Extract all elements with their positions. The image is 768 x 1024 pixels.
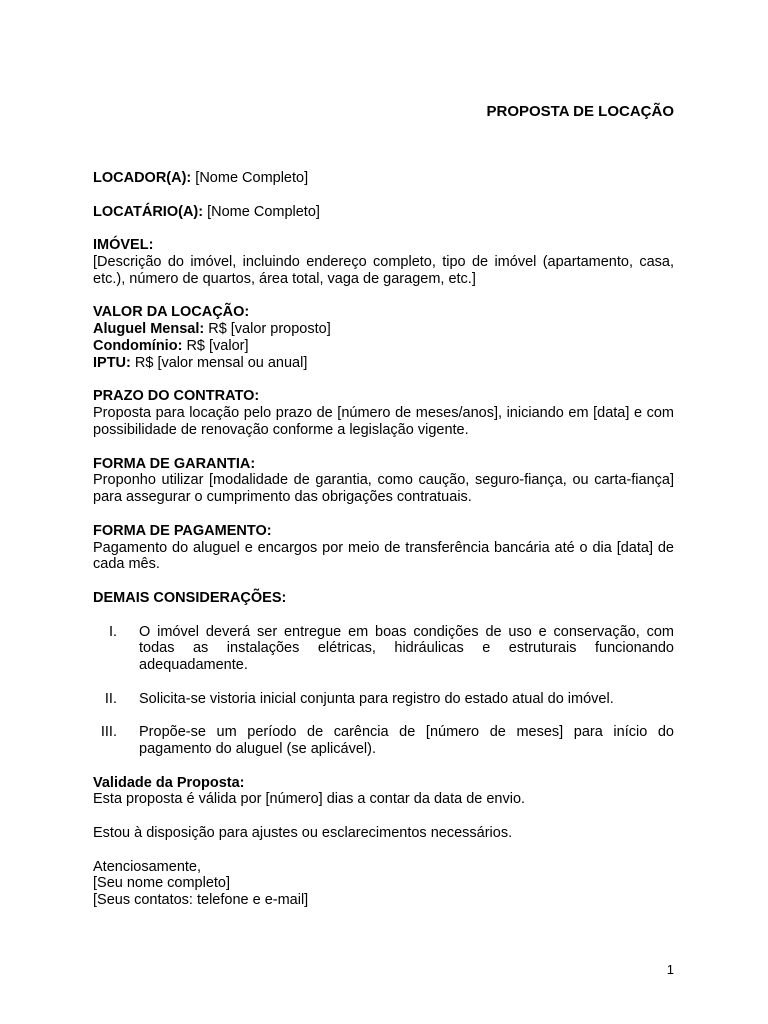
- list-item: [93, 691, 674, 708]
- condominio-label: Condomínio:: [93, 337, 183, 354]
- locador-label: LOCADOR(A):: [93, 170, 192, 186]
- valor-section: [93, 304, 674, 371]
- page-number: 1: [666, 962, 674, 977]
- prazo-heading: PRAZO DO CONTRATO:: [93, 388, 260, 405]
- list-item-numeral: II.: [104, 690, 117, 707]
- list-item: [93, 624, 674, 674]
- prazo-text: Proposta para locação pelo prazo de [número de meses/anos], iniciando em [data] e com possibilidade de renovação conforme a legislação vigente.: [93, 405, 674, 438]
- document-title: PROPOSTA DE LOCAÇÃO: [486, 103, 674, 120]
- locador-value: [Nome Completo]: [195, 170, 309, 186]
- locador-line: [93, 170, 674, 187]
- signature-block: [93, 859, 674, 909]
- list-item-numeral: I.: [108, 623, 117, 640]
- locatario-label: LOCATÁRIO(A):: [93, 203, 204, 220]
- garantia-text: Proponho utilizar [modalidade de garantia, como caução, seguro-fiança, ou carta-fiança] para assegurar o cumprimento das obrigações contratuais.: [93, 472, 674, 506]
- iptu-value: R$ [valor mensal ou anual]: [134, 354, 308, 371]
- document-body: [93, 170, 674, 926]
- pagamento-text: Pagamento do aluguel e encargos por meio de transferência bancária até o dia [data] de cada mês.: [93, 539, 674, 573]
- imovel-section: [93, 237, 674, 287]
- pagamento-heading: FORMA DE PAGAMENTO:: [93, 522, 272, 539]
- garantia-section: [93, 456, 674, 506]
- garantia-heading: FORMA DE GARANTIA:: [93, 455, 256, 472]
- disposicao-text: Estou à disposição para ajustes ou esclarecimentos necessários.: [93, 825, 513, 842]
- aluguel-value: R$ [valor proposto]: [208, 321, 331, 338]
- locatario-line: [93, 204, 674, 221]
- aluguel-label: Aluguel Mensal:: [93, 321, 205, 338]
- list-item-numeral: III.: [100, 724, 117, 741]
- prazo-section: [93, 388, 674, 438]
- signer-name: [Seu nome completo]: [93, 875, 231, 892]
- list-item-text: Solicita-se vistoria inicial conjunta para registro do estado atual do imóvel.: [139, 690, 614, 707]
- consideracoes-section: [93, 590, 674, 607]
- disposicao-paragraph: [93, 825, 674, 842]
- iptu-label: IPTU:: [93, 354, 131, 371]
- signer-contacts: [Seus contatos: telefone e e-mail]: [93, 892, 309, 909]
- valor-heading: VALOR DA LOCAÇÃO:: [93, 304, 250, 321]
- imovel-heading: IMÓVEL:: [93, 237, 154, 254]
- validade-section: [93, 775, 674, 809]
- consideracoes-heading: DEMAIS CONSIDERAÇÕES:: [93, 589, 287, 606]
- list-item: [93, 724, 674, 758]
- consideracoes-list: [93, 624, 674, 758]
- closing-text: Atenciosamente,: [93, 858, 202, 875]
- list-item-text: O imóvel deverá ser entregue em boas condições de uso e conservação, com todas as instalações elétricas, hidráulicas e estruturais funcionando adequadamente.: [139, 623, 674, 674]
- locatario-value: [Nome Completo]: [207, 203, 320, 220]
- imovel-text: [Descrição do imóvel, incluindo endereço completo, tipo de imóvel (apartamento, casa, etc.), número de quartos, área total, vaga de garagem, etc.]: [93, 253, 674, 287]
- pagamento-section: [93, 523, 674, 573]
- condominio-value: R$ [valor]: [186, 337, 249, 354]
- list-item-text: Propõe-se um período de carência de [número de meses] para início do pagamento do aluguel (se aplicável).: [139, 724, 674, 758]
- validade-text: Esta proposta é válida por [número] dias a contar da data de envio.: [93, 791, 526, 808]
- validade-heading: Validade da Proposta:: [93, 774, 245, 791]
